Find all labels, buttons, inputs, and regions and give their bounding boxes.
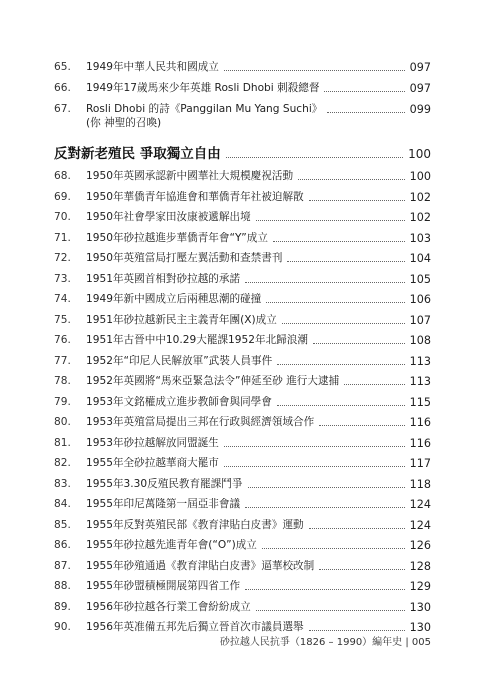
toc-entry	[54, 560, 431, 573]
toc-entry	[54, 103, 431, 129]
section-page: 100	[408, 147, 431, 161]
entry-number: 77.	[54, 354, 71, 367]
entry-number: 78.	[54, 375, 71, 387]
dot-leader	[245, 589, 405, 590]
entry-page: 130	[409, 600, 431, 614]
section-heading	[54, 146, 431, 162]
entry-number: 82.	[54, 457, 71, 469]
dot-leader	[344, 384, 404, 385]
entry-number: 84.	[54, 498, 71, 510]
dot-leader	[313, 343, 405, 344]
dot-leader	[224, 466, 405, 467]
section-title: 反對新老殖民 爭取獨立自由	[54, 146, 221, 162]
entry-page: 108	[409, 334, 431, 347]
entry-number: 72.	[54, 252, 71, 264]
entry-number: 85.	[54, 518, 71, 531]
entry-number: 81.	[54, 436, 71, 449]
entry-page: 116	[409, 416, 431, 429]
entry-number: 69.	[54, 190, 71, 203]
entry-title: 1956年英准備五邦先后獨立晉首次市議員選舉	[86, 621, 304, 633]
entry-page: 126	[409, 539, 431, 552]
toc-entry	[54, 375, 431, 388]
toc-entry	[54, 170, 431, 183]
entry-page: 100	[409, 170, 431, 183]
entry-title: 1950年英國承認新中國華社大規模慶祝活動	[86, 170, 294, 182]
entry-number: 70.	[54, 211, 71, 223]
entry-page: 107	[409, 313, 431, 327]
entry-title: 1955年砂拉越先進青年會(“O”)成立	[86, 539, 257, 551]
entry-page: 104	[409, 252, 431, 265]
entry-number: 73.	[54, 272, 71, 285]
toc-entry	[54, 252, 431, 265]
dot-leader	[287, 261, 404, 262]
dot-leader	[273, 241, 405, 242]
toc-entry	[54, 314, 431, 327]
entry-number: 89.	[54, 600, 71, 613]
entry-number: 65.	[54, 61, 71, 73]
entry-page: 124	[409, 518, 431, 532]
entry-title: 1949年新中國成立后兩種思潮的碰撞	[86, 293, 262, 305]
toc-entry	[54, 457, 431, 470]
toc-entry	[54, 437, 431, 450]
toc-entry	[54, 601, 431, 614]
entry-number: 76.	[54, 334, 71, 346]
dot-leader	[309, 200, 405, 201]
dot-leader	[262, 548, 405, 549]
dot-leader	[245, 507, 405, 508]
dot-leader	[277, 364, 404, 365]
entry-title: Rosli Dhobi 的詩《Panggilan Mu Yang Suchi》	[86, 103, 323, 115]
dot-leader	[248, 487, 405, 488]
entry-page: 097	[409, 61, 431, 74]
dot-leader	[319, 569, 404, 570]
dot-leader	[327, 112, 404, 113]
entry-number: 90.	[54, 621, 71, 633]
toc-entry	[54, 232, 431, 245]
dot-leader	[245, 282, 405, 283]
entry-title: 1953年英殖當局提出三邦在行政與經濟領域合作	[86, 416, 315, 428]
toc-entry	[54, 61, 431, 74]
entry-number: 66.	[54, 82, 71, 94]
entry-title: 1953年砂拉越解放同盟誕生	[86, 436, 219, 449]
entry-number: 86.	[54, 539, 71, 551]
entry-title: 1951年古晉中中10.29大罷課1952年北歸浪潮	[86, 334, 308, 346]
dot-leader	[282, 323, 405, 324]
entry-number: 71.	[54, 231, 71, 244]
entry-page: 129	[409, 580, 431, 593]
page-footer: 砂拉越人民抗爭（1826 – 1990）編年史 | 005	[219, 637, 431, 648]
toc-entry	[54, 82, 431, 95]
entry-page: 113	[409, 375, 431, 388]
dot-leader	[324, 91, 404, 92]
entry-subtitle: (你 神聖的召喚)	[86, 117, 162, 129]
dot-leader	[319, 425, 404, 426]
entry-page: 115	[409, 395, 431, 409]
entry-number: 79.	[54, 395, 71, 408]
entry-page: 116	[409, 436, 431, 450]
entry-page: 102	[409, 211, 431, 224]
entry-title: 1949年中華人民共和國成立	[86, 61, 219, 73]
entry-number: 80.	[54, 416, 71, 428]
dot-leader	[266, 302, 404, 303]
entry-title: 1950年社會學家田汝康被遞解出境	[86, 211, 251, 223]
entry-page: 113	[409, 354, 431, 368]
entry-title: 1949年17歲馬來少年英雄 Rosli Dhobi 刺殺總督	[86, 82, 320, 94]
entry-number: 67.	[54, 103, 71, 115]
entry-title: 1951年英國首相對砂拉越的承諾	[86, 272, 241, 285]
dot-leader	[256, 220, 405, 221]
dot-leader	[224, 446, 405, 447]
entry-number: 88.	[54, 580, 71, 592]
entry-title: 1955年全砂拉越華商大罷市	[86, 457, 219, 469]
toc-entry	[54, 293, 431, 306]
entry-title: 1955年砂盟積極開展第四省工作	[86, 580, 241, 592]
entry-page: 105	[409, 272, 431, 286]
toc-entry	[54, 519, 431, 532]
entry-title: 1955年3.30反殖民教育罷課鬥爭	[86, 477, 243, 490]
entry-page: 106	[409, 293, 431, 306]
entry-title: 1955年反對英殖民部《教育津貼白皮書》運動	[86, 518, 304, 531]
entry-title: 1952年英國將“馬來亞緊急法令”伸延至砂 進行大逮捕	[86, 375, 340, 387]
entry-title: 1952年“印尼人民解放軍”武裝人員事件	[86, 354, 273, 367]
toc-entry	[54, 191, 431, 204]
toc-entry	[54, 416, 431, 429]
entry-number: 68.	[54, 170, 71, 182]
entry-number: 83.	[54, 477, 71, 490]
toc-entry	[54, 478, 431, 491]
toc-entry	[54, 580, 431, 593]
entry-title: 1956年砂拉越各行業工會紛紛成立	[86, 600, 251, 613]
entry-number: 74.	[54, 293, 71, 305]
entry-page: 102	[409, 190, 431, 204]
toc-entry	[54, 355, 431, 368]
entry-page: 124	[409, 498, 431, 511]
toc-entry	[54, 498, 431, 511]
entry-page: 118	[409, 477, 431, 491]
entry-title: 1951年砂拉越新民主主義青年團(X)成立	[86, 313, 277, 326]
toc-entry	[54, 334, 431, 347]
toc-entry	[54, 211, 431, 224]
entry-title: 1955年砂殖通過《教育津貼白皮書》逼華校改制	[86, 559, 315, 572]
dot-leader	[309, 630, 405, 631]
dot-leader	[256, 610, 405, 611]
entry-page: 130	[409, 621, 431, 634]
entry-number: 87.	[54, 559, 71, 572]
entry-page: 097	[409, 82, 431, 95]
dot-leader	[298, 179, 405, 180]
entry-title: 1955年印尼萬隆第一屆亞非會議	[86, 498, 241, 510]
entry-title: 1950年砂拉越進步華僑青年會“Y”成立	[86, 231, 268, 244]
dot-leader	[309, 528, 405, 529]
entry-page: 103	[409, 231, 431, 245]
dot-leader	[226, 157, 403, 158]
entry-page: 117	[409, 457, 431, 470]
entry-page: 128	[409, 559, 431, 573]
dot-leader	[277, 405, 405, 406]
entry-title: 1950年華僑青年協進會和華僑青年社被迫解散	[86, 190, 304, 203]
entry-title: 1950年英殖當局打壓左翼活動和查禁書刊	[86, 252, 283, 264]
toc-entry	[54, 539, 431, 552]
entry-number: 75.	[54, 313, 71, 326]
dot-leader	[224, 70, 405, 71]
toc-entry	[54, 396, 431, 409]
toc-entry	[54, 273, 431, 286]
entry-page: 099	[409, 103, 431, 116]
entry-title: 1953年文銘權成立進步教師會與同學會	[86, 395, 272, 408]
